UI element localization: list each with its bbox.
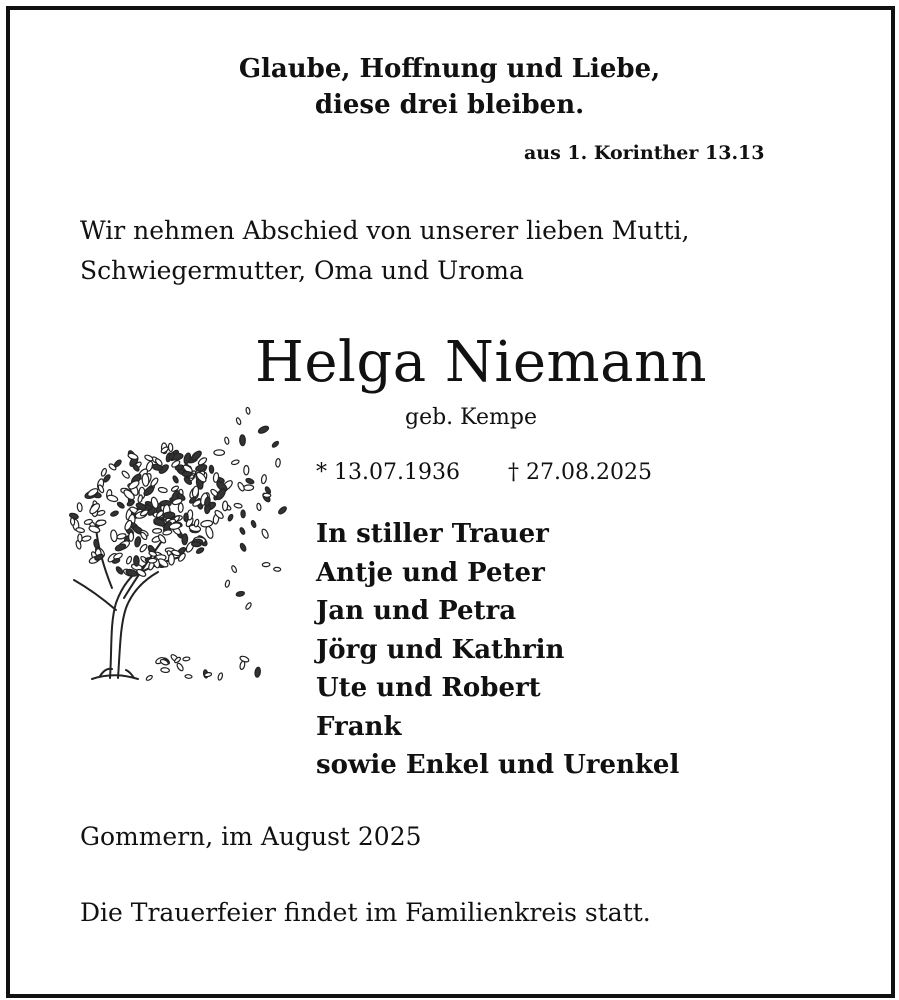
ceremony-note: Die Trauerfeier findet im Familienkreis statt.	[80, 898, 651, 927]
mourner-line: sowie Enkel und Urenkel	[316, 750, 680, 780]
place-date: Gommern, im August 2025	[80, 822, 422, 851]
mourner-line: Jörg und Kathrin	[316, 634, 565, 665]
mourner-line: Ute und Robert	[316, 673, 541, 703]
windblown-tree-icon	[52, 398, 292, 688]
deceased-name: Helga Niemann	[255, 330, 708, 395]
mourner-line: In stiller Trauer	[316, 519, 549, 549]
mourners-list	[316, 515, 679, 785]
motto-line-2: diese drei bleiben.	[314, 90, 585, 120]
birth-date: * 13.07.1936	[316, 460, 460, 485]
bible-reference: aus 1. Korinther 13.13	[524, 142, 765, 164]
motto-line-1: Glaube, Hoffnung und Liebe,	[238, 54, 661, 84]
intro-line-2: Schwiegermutter, Oma und Uroma	[80, 256, 524, 285]
mourner-line: Frank	[316, 711, 402, 742]
death-date: † 27.08.2025	[508, 460, 652, 485]
mourner-line: Jan und Petra	[316, 596, 517, 626]
mourner-line: Antje und Peter	[316, 557, 545, 588]
intro-line-1: Wir nehmen Abschied von unserer lieben Mutti,	[80, 216, 690, 245]
birth-name: geb. Kempe	[405, 405, 537, 430]
